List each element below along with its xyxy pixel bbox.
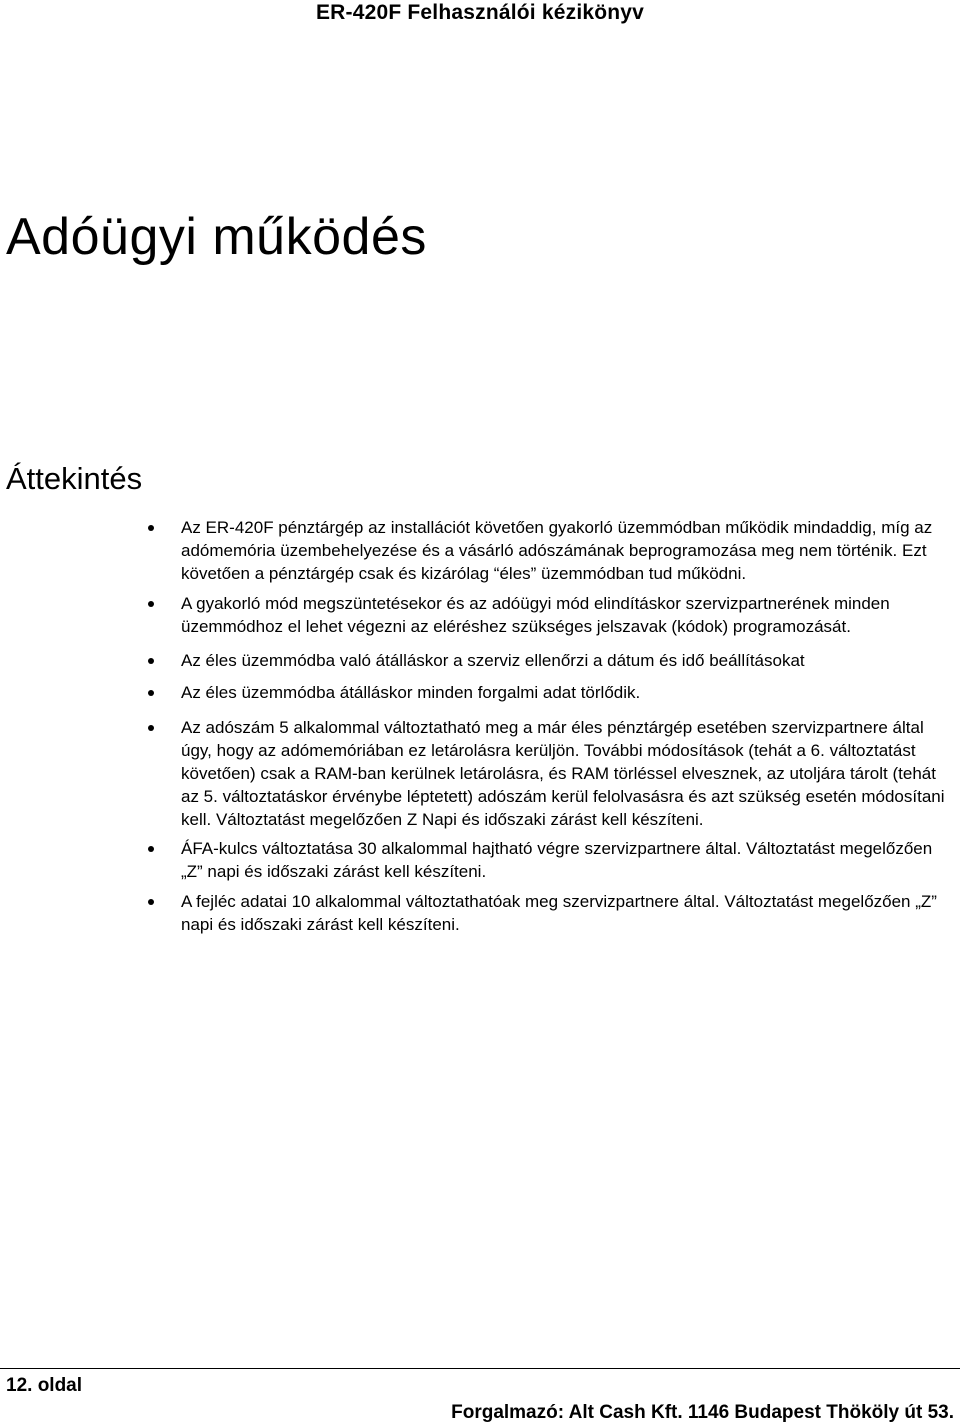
bullet-icon <box>148 725 154 731</box>
list-item-text: ÁFA-kulcs változtatása 30 alkalommal hajtható végre szervizpartnere által. Változtatást megelőzően „Z” napi és időszaki zárást kell készíteni. <box>181 839 933 881</box>
list-item-text: Az ER-420F pénztárgép az installációt követően gyakorló üzemmódban működik mindaddig, míg az adómemória üzembehelyezése és a vásárló adószámának beprogramozása meg nem történik. Ezt követően a pénztárgép csak és kizárólag “éles” üzemmódban tud működni. <box>181 518 933 583</box>
list-item-text: Az éles üzemmódba átálláskor minden forgalmi adat törlődik. <box>181 683 641 702</box>
running-header: ER-420F Felhasználói kézikönyv <box>315 1 645 24</box>
section-title: Áttekintés <box>6 461 143 496</box>
list-item <box>0 716 960 831</box>
bullet-icon <box>148 601 154 607</box>
distributor-info: Forgalmazó: Alt Cash Kft. 1146 Budapest Thököly út 53. <box>451 1402 954 1423</box>
list-item <box>0 649 960 672</box>
list-item-text: Az adószám 5 alkalommal változtatható meg a már éles pénztárgép esetében szervizpartnere által úgy, hogy az adómemóriában ez letárolásra kerüljön. További módosítások (tehát a 6. változtatást követően) csak a RAM-ban kerülnek letárolásra, és RAM törléssel elvesznek, az utoljára tárolt (tehát az 5. változtatáskor érvénybe léptetett) adószám kerül felolvasásra és azt szükség esetén módosítani kell. Változtatást megelőzően Z Napi és időszaki zárást kell készíteni. <box>181 718 945 829</box>
footer-divider <box>0 1368 960 1369</box>
list-item <box>0 890 960 936</box>
page-number: 12. oldal <box>6 1375 83 1396</box>
list-item-text: Az éles üzemmódba való átálláskor a szerviz ellenőrzi a dátum és idő beállításokat <box>181 651 805 670</box>
bullet-icon <box>148 690 154 696</box>
overview-bullet-list <box>0 516 960 936</box>
bullet-icon <box>148 525 154 531</box>
chapter-title: Adóügyi működés <box>6 208 427 266</box>
bullet-icon <box>148 846 154 852</box>
bullet-icon <box>148 899 154 905</box>
list-item-text: A fejléc adatai 10 alkalommal változtathatóak meg szervizpartnere által. Változtatást megelőzően „Z” napi és időszaki zárást kell készíteni. <box>181 892 937 934</box>
list-item-text: A gyakorló mód megszüntetésekor és az adóügyi mód elindításkor szervizpartnerének minden üzemmódhoz el lehet végezni az eléréshez szükséges jelszavak (kódok) programozását. <box>181 594 890 636</box>
list-item <box>0 516 960 585</box>
list-item <box>0 837 960 883</box>
list-item <box>0 681 960 704</box>
list-item <box>0 592 960 638</box>
bullet-icon <box>148 658 154 664</box>
